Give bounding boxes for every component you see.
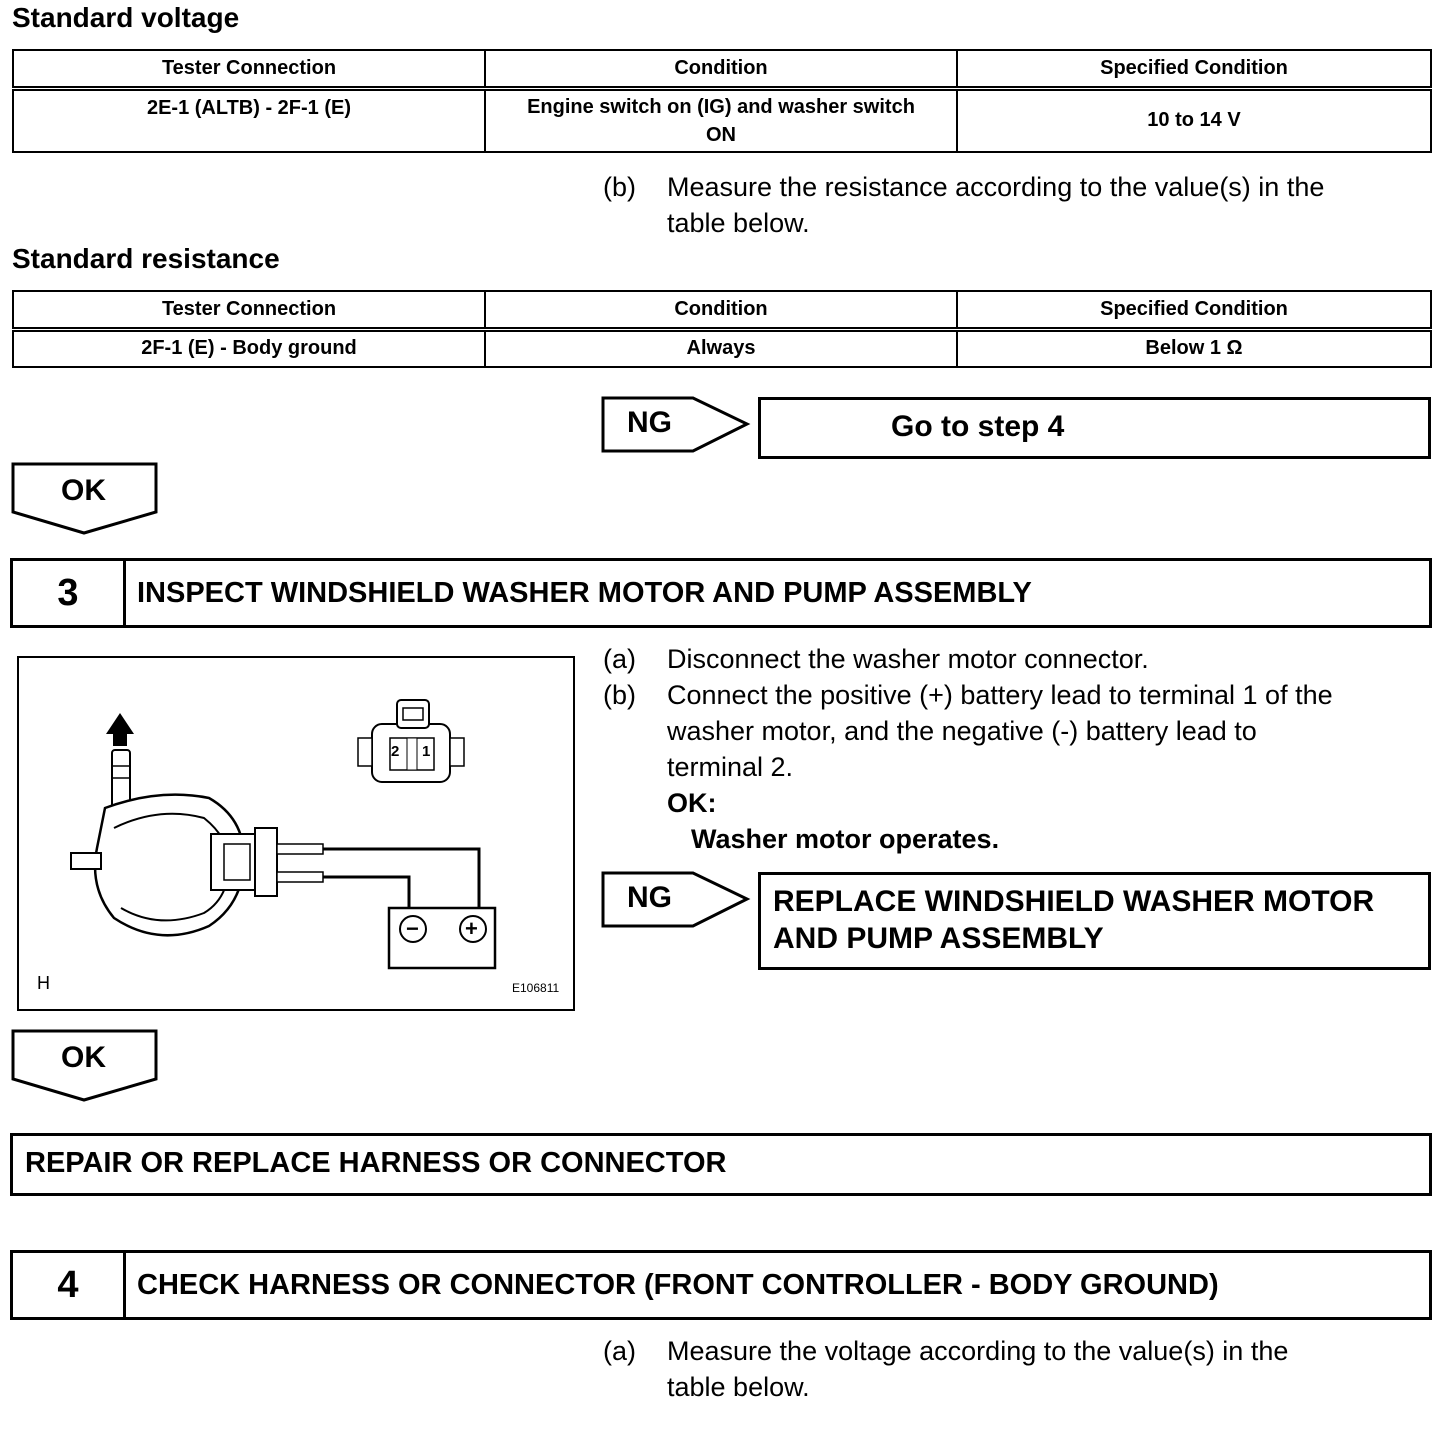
step-line: table below. (667, 208, 810, 238)
resistance-heading: Standard resistance (12, 243, 280, 274)
step-line: Connect the positive (+) battery lead to terminal 1 of the (667, 680, 1333, 710)
battery-plus-label: + (465, 916, 478, 941)
step-label: (a) (603, 1336, 636, 1366)
ng-arrow-icon (601, 871, 751, 929)
ng-arrow-icon (601, 396, 751, 454)
ng-result-text (773, 883, 1374, 957)
col-header: Specified Condition (957, 291, 1431, 329)
figure-corner-label: H (37, 973, 50, 993)
condition-line: Engine switch on (IG) and washer switch (527, 95, 915, 118)
washer-motor-diagram (19, 658, 573, 1009)
step-text (667, 1333, 1288, 1405)
result-line: AND PUMP ASSEMBLY (773, 922, 1104, 955)
up-arrow-icon (106, 713, 134, 746)
step-title: INSPECT WINDSHIELD WASHER MOTOR AND PUMP ASSEMBLY (137, 576, 1032, 609)
step-3-instructions (603, 641, 1443, 861)
battery-minus-label: − (406, 916, 419, 941)
step-line: Measure the resistance according to the value(s) in the (667, 172, 1325, 202)
repair-box (10, 1133, 1432, 1196)
step-title: CHECK HARNESS OR CONNECTOR (FRONT CONTROLLER - BODY GROUND) (137, 1268, 1219, 1301)
step-text (667, 677, 1333, 857)
cell-connection: 2F-1 (E) - Body ground (13, 329, 485, 367)
col-header: Condition (485, 50, 957, 88)
ng-label: NG (627, 881, 672, 914)
col-header: Condition (485, 291, 957, 329)
cell-connection: 2E-1 (ALTB) - 2F-1 (E) (13, 88, 485, 152)
connector-pin-2: 2 (391, 743, 400, 760)
step-text (667, 169, 1324, 241)
table-row (13, 329, 1431, 367)
resistance-table (12, 290, 1432, 368)
step-4-header (10, 1250, 1432, 1320)
step-label: (b) (603, 172, 636, 202)
washer-motor-figure (17, 656, 575, 1011)
step-b-resistance (603, 169, 1443, 245)
step-label: (b) (603, 680, 636, 710)
cell-specified: 10 to 14 V (957, 88, 1431, 152)
ng-result-text: Go to step 4 (891, 410, 1065, 443)
ng-result-box[interactable] (758, 397, 1431, 459)
ok-label: OK (61, 474, 106, 507)
step-number: 3 (13, 561, 126, 625)
cell-condition: Always (485, 329, 957, 367)
col-header: Tester Connection (13, 50, 485, 88)
step-line: washer motor, and the negative (-) battery lead to (667, 716, 1257, 746)
connector-pin-1: 1 (422, 743, 431, 760)
col-header: Specified Condition (957, 50, 1431, 88)
step-line: Measure the voltage according to the value(s) in the (667, 1336, 1289, 1366)
table-row (13, 88, 1431, 152)
step-label: (a) (603, 644, 636, 674)
ok-criteria-label: OK: (667, 788, 717, 818)
voltage-table (12, 49, 1432, 153)
ng-label: NG (627, 406, 672, 439)
condition-line: ON (706, 123, 736, 146)
step-text: Disconnect the washer motor connector. (667, 644, 1149, 674)
figure-id: E106811 (512, 981, 560, 995)
step-line: table below. (667, 1372, 810, 1402)
ok-criteria-text: Washer motor operates. (691, 824, 1000, 854)
step-4-instructions (603, 1333, 1443, 1409)
repair-text: REPAIR OR REPLACE HARNESS OR CONNECTOR (25, 1147, 727, 1179)
ng-result-box[interactable] (758, 872, 1431, 970)
voltage-heading: Standard voltage (12, 2, 240, 33)
cell-condition (485, 88, 957, 152)
step-3-header (10, 558, 1432, 628)
ok-label: OK (61, 1041, 106, 1074)
cell-specified: Below 1 Ω (957, 329, 1431, 367)
step-number: 4 (13, 1253, 126, 1317)
col-header: Tester Connection (13, 291, 485, 329)
step-line: terminal 2. (667, 752, 794, 782)
result-line: REPLACE WINDSHIELD WASHER MOTOR (773, 885, 1375, 918)
